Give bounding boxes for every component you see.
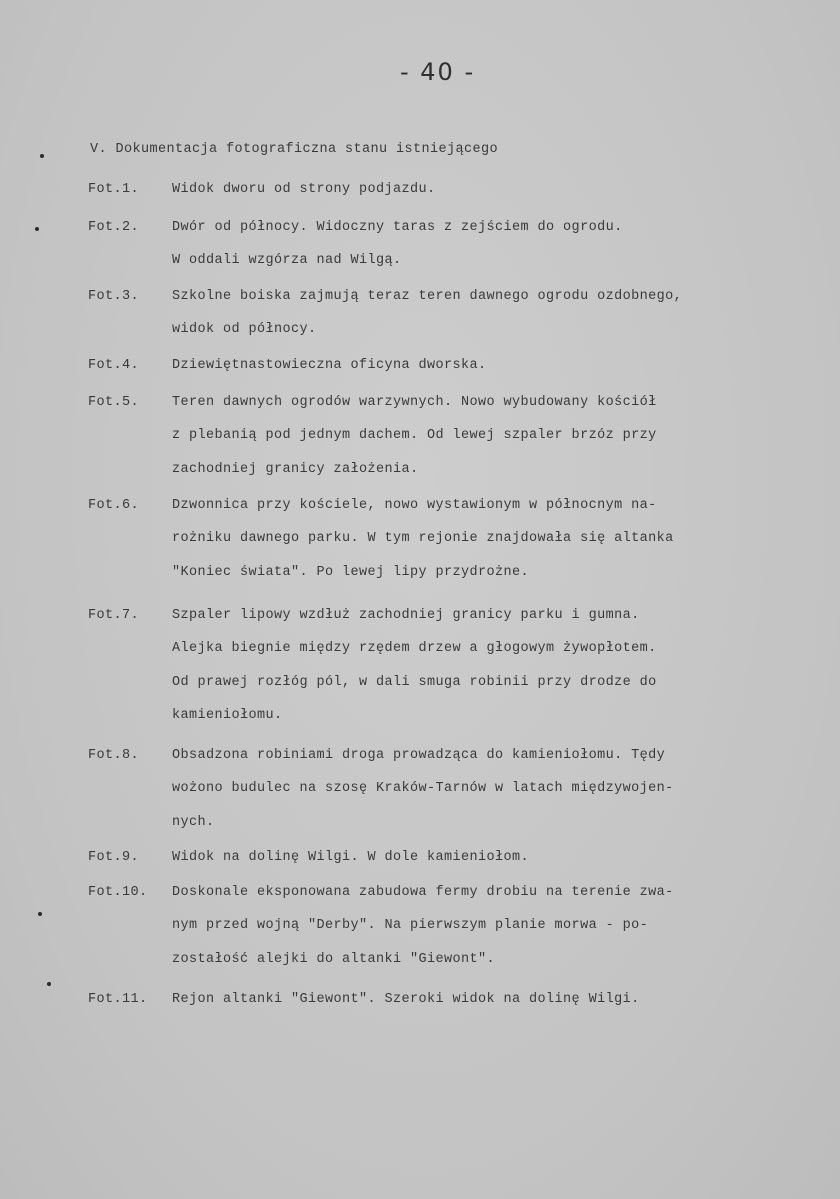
photo-caption-line: Dziewiętnastowieczna oficyna dworska. xyxy=(172,358,487,373)
margin-mark xyxy=(38,912,42,916)
photo-caption-line: Rejon altanki "Giewont". Szeroki widok na dolinę Wilgi. xyxy=(172,992,640,1007)
photo-caption-line: Szkolne boiska zajmują teraz teren dawnego ogrodu ozdobnego, xyxy=(172,289,683,304)
photo-label: Fot.10. xyxy=(88,885,148,900)
margin-mark xyxy=(47,982,51,986)
photo-caption-line: z plebanią pod jednym dachem. Od lewej szpaler brzóz przy xyxy=(172,428,657,444)
photo-label: Fot.6. xyxy=(88,498,140,513)
photo-label: Fot.5. xyxy=(88,395,140,410)
photo-caption-line: nym przed wojną "Derby". Na pierwszym planie morwa - po- xyxy=(172,918,649,934)
photo-label: Fot.4. xyxy=(88,358,140,373)
photo-caption-line: Szpaler lipowy wzdłuż zachodniej granicy parku i gumna. xyxy=(172,608,640,623)
photo-label: Fot.9. xyxy=(88,850,140,865)
section-heading: V. Dokumentacja fotograficzna stanu istniejącego xyxy=(90,142,499,157)
photo-caption-line: rożniku dawnego parku. W tym rejonie znajdowała się altanka xyxy=(172,531,674,547)
photo-label: Fot.8. xyxy=(88,748,140,763)
photo-caption-line: Alejka biegnie między rzędem drzew a głogowym żywopłotem. xyxy=(172,641,657,657)
margin-mark xyxy=(40,154,44,158)
photo-caption-line: "Koniec świata". Po lewej lipy przydrożne. xyxy=(172,564,530,580)
photo-caption-line: zachodniej granicy założenia. xyxy=(172,461,419,477)
photo-caption-line: Dwór od północy. Widoczny taras z zejściem do ogrodu. xyxy=(172,220,623,235)
photo-caption-line: kamieniołomu. xyxy=(172,707,283,723)
photo-caption-line: Doskonale eksponowana zabudowa fermy drobiu na terenie zwa- xyxy=(172,885,674,900)
margin-mark xyxy=(35,227,39,231)
photo-caption-line: Teren dawnych ogrodów warzywnych. Nowo wybudowany kościół xyxy=(172,395,657,410)
photo-label: Fot.3. xyxy=(88,289,140,304)
photo-label: Fot.11. xyxy=(88,992,148,1007)
photo-caption-line: wożono budulec na szosę Kraków-Tarnów w latach międzywojen- xyxy=(172,781,674,797)
photo-caption-line: Obsadzona robiniami droga prowadząca do kamieniołomu. Tędy xyxy=(172,748,666,763)
photo-caption-line: Od prawej rozłóg pól, w dali smuga robinii przy drodze do xyxy=(172,674,657,690)
photo-caption-line: widok od północy. xyxy=(172,322,317,338)
photo-label: Fot.1. xyxy=(88,182,140,197)
photo-label: Fot.2. xyxy=(88,220,140,235)
photo-label: Fot.7. xyxy=(88,608,140,623)
photo-caption-line: Widok dworu od strony podjazdu. xyxy=(172,182,436,197)
photo-caption-line: Dzwonnica przy kościele, nowo wystawionym w północnym na- xyxy=(172,498,657,513)
photo-caption-line: Widok na dolinę Wilgi. W dole kamieniołom. xyxy=(172,850,530,865)
photo-caption-line: nych. xyxy=(172,814,215,830)
photo-caption-line: W oddali wzgórza nad Wilgą. xyxy=(172,253,402,269)
page-number: - 40 - xyxy=(400,58,476,86)
photo-caption-line: zostałość alejki do altanki "Giewont". xyxy=(172,951,496,967)
